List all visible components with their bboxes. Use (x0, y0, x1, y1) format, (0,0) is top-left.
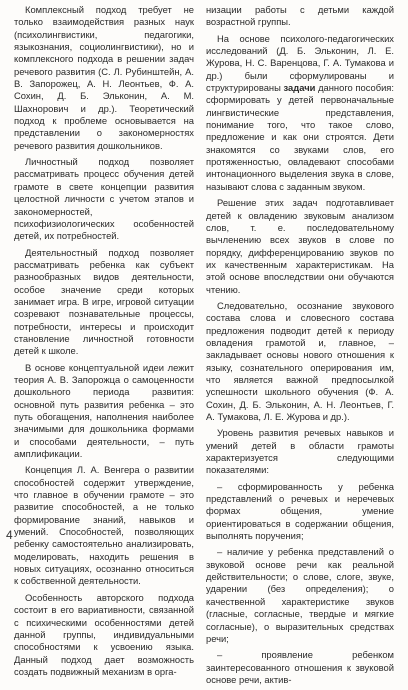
right-text-column (206, 4, 394, 690)
tasks-text-after: данного пособия: сформировать у детей первоначальные лингвистические представления, понимание того, что такое слово, предложение и как они строятся. Дети знакомятся со звуками слов, его протяженностью, овладевают способами интонационного выделения звука в слове, называют слова с заданным звуком. (206, 82, 394, 192)
page-number: 4 (6, 528, 13, 542)
list-item-interest: – проявление ребенком заинтересованного отношения к звуковой основе речи, актив- (206, 649, 394, 685)
paragraph-continuation: низации работы с детьми каждой возрастной группы. (206, 4, 394, 28)
paragraph-author-approach: Особенность авторского подхода состоит в его вариативности, связанной с психическими особенностями детей данной группы, индивидуальными способностями к усвоению языка. Данный подход дает возможность создать подвижный механизм в орга- (14, 591, 194, 677)
paragraph-level-indicators: Уровень развития речевых навыков и умений детей в области грамоты характеризуется следующими показателями: (206, 427, 394, 476)
paragraph-solution: Решение этих задач подготавливает детей к овладению звуковым анализом слов, т. е. последовательному вычленению всех звуков в слове по порядку, дифференцированию звуков по их качественным характеристикам. На этой основе впоследствии они обучаются чтению. (206, 197, 394, 295)
tasks-keyword: задачи (283, 82, 316, 94)
left-text-column (14, 4, 194, 682)
list-item-sound-basis: – наличие у ребенка представлений о звуковой основе речи как реальной действительности; о слове, слоге, звуке, ударении (без определения); о качественной характеристике звуков (гласные, согласные, твердые и мягкие согласные), о выразительных средствах речи; (206, 546, 394, 644)
paragraph-activity-approach: Деятельностный подход позволяет рассматривать ребенка как субъект разнообразных видов деятельности, особое значение среди которых занимает игра. В игре, игровой ситуации созревают познавательные процессы, потребности, интересы и происходит становление личностной готовности детей к школе. (14, 246, 194, 357)
paragraph-zaporozhets-theory: В основе концептуальной идеи лежит теория А. В. Запорожца о самоценности дошкольного периода развития: основной путь развития ребенка – это путь обогащения, наполнения наиболее значимыми для дошкольника формами и способами деятельности, – путь амплификации. (14, 361, 194, 460)
list-item-communication: – сформированность у ребенка представлений о речевых и неречевых формах общения, умение ориентироваться в содержании общения, выполнять поручения; (206, 480, 394, 542)
paragraph-venger-concept: Концепция Л. А. Венгера о развитии способностей содержит утверждение, что главное в обучении грамоте – это развитие способностей, а не только формирование знаний, навыков и умений. Способностей, позволяющих ребенку самостоятельно анализировать, моделировать, находить решения в новых ситуациях, осознанно относиться к собственной деятельности. (14, 464, 194, 587)
paragraph-tasks (206, 33, 394, 193)
paragraph-consequently: Следовательно, осознание звукового состава слова и словесного состава предложения подводит детей к периоду овладения грамотой и, главное, – закладывает основы нового отношения к языку, сознательного оперирования им, что является важной предпосылкой успешности школьного обучения (Ф. А. Сохин, Д. Б. Эльконин, А. Н. Леонтьев, Г. А. Тумакова, Л. Е. Журова и др.). (206, 299, 394, 422)
paragraph-personal-approach: Личностный подход позволяет рассматривать процесс обучения детей грамоте в свете концепции развития целостной личности с учетом этапов и закономерностей, психофизиологических особенностей детей, их потребностей. (14, 156, 194, 242)
paragraph-complex-approach: Комплексный подход требует не только взаимодействия разных наук (психолингвистики, педагогики, языкознания, социолингвистики), но и комплексного подхода в решении задач речевого развития (С. Л. Рубинштейн, А. В. Запорожец, А. Н. Леонтьев, Ф. А. Сохин, Д. Б. Эльконин, А. М. Шахнорович и др.). Теоретический подход к проблеме основывается на представлении о закономерностях речевого развития дошкольников. (14, 4, 194, 151)
tasks-text-before: На основе психолого-педагогических исследований (Д. Б. Эльконин, Л. Е. Журова, Н. С. Варенцова, Г. А. Тумакова и др.) были сформулированы и структурированы (206, 32, 394, 94)
